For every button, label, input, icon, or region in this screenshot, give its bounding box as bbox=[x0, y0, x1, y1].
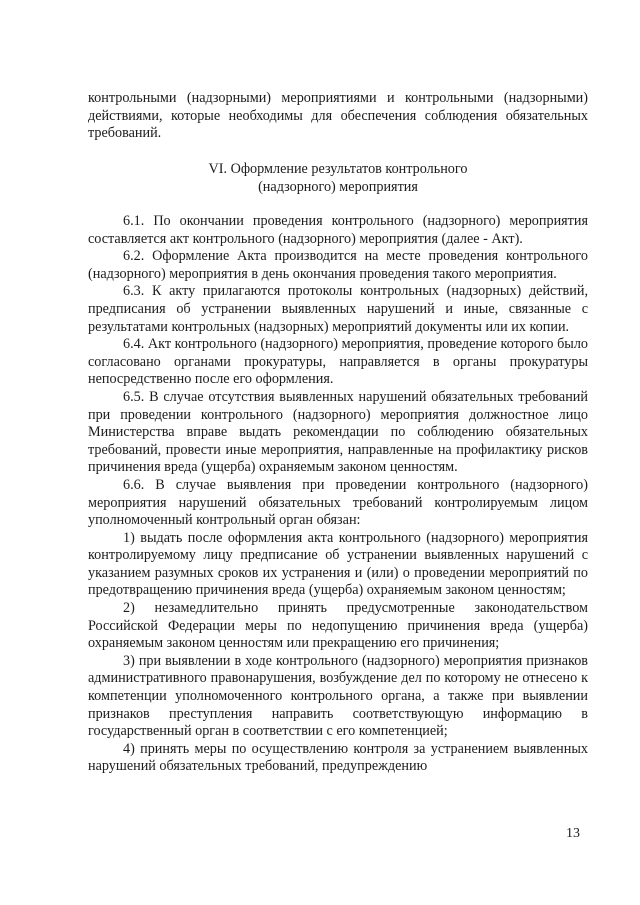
list-item-4: 4) принять меры по осуществлению контроля за устранением выявленных нарушений обязательных требований, предупреждению bbox=[88, 740, 588, 775]
list-item-1: 1) выдать после оформления акта контрольного (надзорного) мероприятия контролируемому лицу предписание об устранении выявленных нарушений с указанием разумных сроков их устранения и (или) о проведении мероприятий по предотвращению причинения вреда (ущерба) охраняемым законом ценностям; bbox=[88, 529, 588, 599]
paragraph-6-1: 6.1. По окончании проведения контрольного (надзорного) мероприятия составляется акт контрольного (надзорного) мероприятия (далее - Акт). bbox=[88, 213, 588, 247]
page-number: 13 bbox=[566, 826, 580, 841]
list-item-3: 3) при выявлении в ходе контрольного (надзорного) мероприятия признаков административного правонарушения, возбуждение дел по которому не отнесено к компетенции уполномоченного контрольного органа, а также при выявлении признаков преступления направить соответствующую информацию в государственный орган в соответствии с его компетенцией; bbox=[88, 652, 588, 740]
list-item-2: 2) незамедлительно принять предусмотренные законодательством Российской Федерации меры по недопущению причинения вреда (ущерба) охраняемым законом ценностям или прекращению его причинения; bbox=[88, 600, 588, 652]
body-paragraphs-block bbox=[88, 213, 588, 776]
paragraph-6-4: 6.4. Акт контрольного (надзорного) мероприятия, проведение которого было согласовано органами прокуратуры, направляется в органы прокуратуры непосредственно после его оформления. bbox=[88, 336, 588, 388]
section-heading-line-1: VI. Оформление результатов контрольного bbox=[208, 161, 468, 177]
intro-paragraph: контрольными (надзорными) мероприятиями и контрольными (надзорными) действиями, которые необходимы для обеспечения соблюдения обязательных требований. bbox=[88, 90, 588, 142]
paragraph-6-3: 6.3. К акту прилагаются протоколы контрольных (надзорных) действий, предписания об устранении выявленных нарушений и иные, связанные с результатами контрольных (надзорных) мероприятий документы или их копии. bbox=[88, 283, 588, 335]
intro-paragraph-block bbox=[88, 90, 588, 143]
section-heading-line-2: (надзорного) мероприятия bbox=[258, 179, 418, 195]
paragraph-6-6: 6.6. В случае выявления при проведении контрольного (надзорного) мероприятия нарушений обязательных требований контролируемым лицом уполномоченный контрольный орган обязан: bbox=[88, 476, 588, 529]
paragraph-6-5: 6.5. В случае отсутствия выявленных нарушений обязательных требований при проведении контрольного (надзорного) мероприятия должностное лицо Министерства вправе выдать рекомендации по соблюдению обязательных требований, провести иные мероприятия, направленные на профилактику рисков причинения вреда (ущерба) охраняемым законом ценностям. bbox=[88, 388, 588, 476]
paragraph-6-2: 6.2. Оформление Акта производится на месте проведения контрольного (надзорного) мероприятия в день окончания проведения такого мероприятия. bbox=[88, 248, 588, 282]
